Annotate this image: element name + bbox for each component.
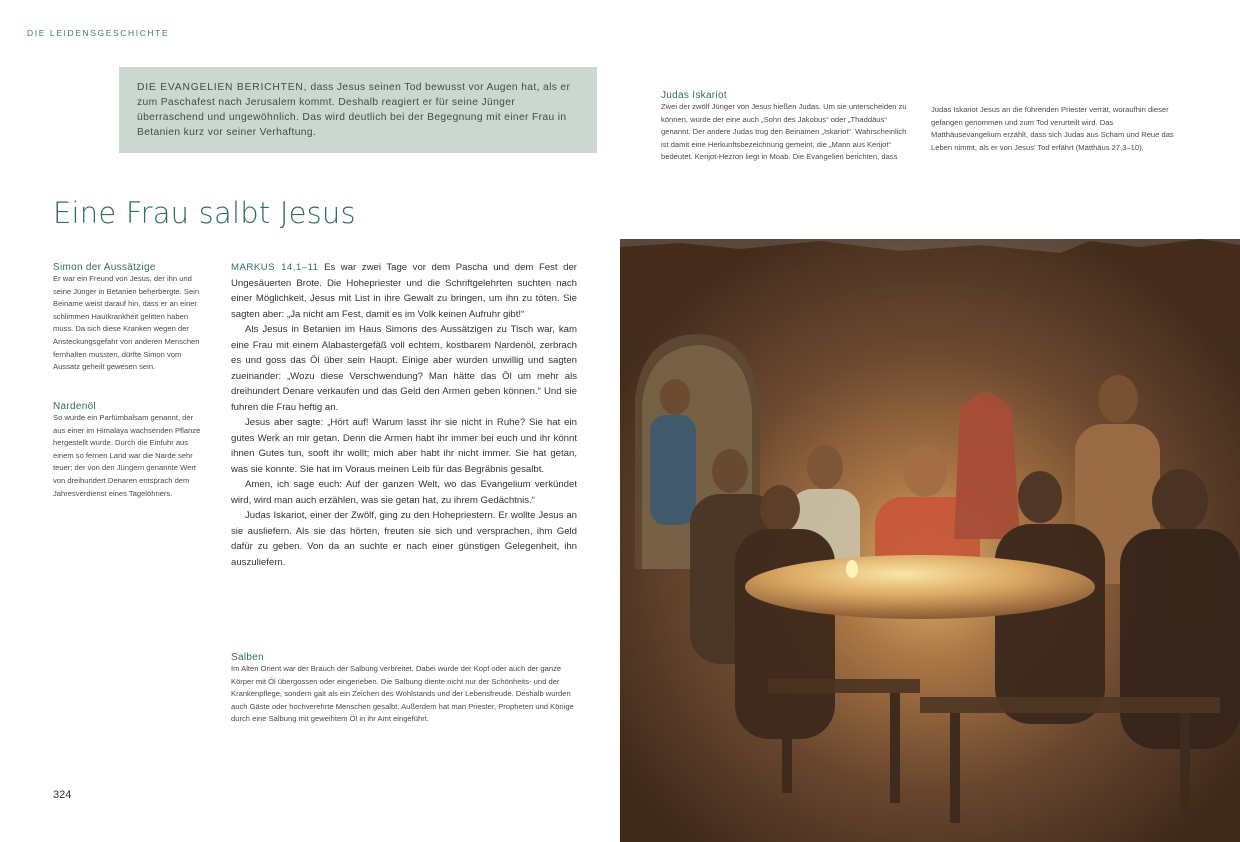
- judas-text-1: Zwei der zwölf Jünger von Jesus hießen Judas. Um sie unterscheiden zu können, wurde der eine auch „Sohn des Jakobus“ oder „Thaddäus“ genannt. Der andere Judas trug den Beinamen „Iskariot“. Wahrscheinlich ist damit eine Herkunftsbezeichnung gemeint, die „Mann aus Kerijot“ bedeutet. Kerijot-Hezron liegt in Moab. Die Evangelien berichten, dass: [661, 102, 907, 162]
- section-label: DIE LEIDENSGESCHICHTE: [27, 28, 170, 38]
- judas-sidebar-col-2: [931, 104, 1181, 154]
- bible-paragraph: Amen, ich sage euch: Auf der ganzen Welt, wo das Evangelium verkündet wird, wird man auch erzählen, was sie getan hat, zu ihrem Gedächtnis.“: [231, 479, 577, 506]
- simon-heading: Simon der Aussätzige: [53, 262, 156, 273]
- judas-text-2: Judas Iskariot Jesus an die führenden Priester verrät, woraufhin dieser gefangen genommen und zum Tod verurteilt wird. Das Matthäusevangelium erzählt, dass sich Judas aus Scham und Reue das Leben nimmt, als er von Jesus’ Tod erfährt (Matthäus 27,3–10).: [931, 105, 1174, 152]
- intro-text: dass Jesus seinen Tod bewusst vor Augen hat, als er zum Paschafest nach Jerusalem kommt. Deshalb reagiert er für seine Jünger überraschend und ungewöhnlich. Das wird deutlich bei der Begegnung mit einer Frau in Betanien kurz vor seiner Verhaftung.: [137, 82, 571, 138]
- bible-paragraph: Als Jesus in Betanien im Haus Simons des Aussätzigen zu Tisch war, kam eine Frau mit einem Alabastergefäß voll echtem, kostbarem Nardenöl, zerbrach es und goss das Öl über sein Haupt. Einige aber wurden unwillig und sagten zueinander: „Wozu diese Verschwendung? Man hätte das Öl um mehr als dreihundert Denare verkaufen und das Geld den Armen geben können.“ Und sie fuhren die Frau heftig an.: [231, 324, 577, 413]
- bible-paragraph-text: Es war zwei Tage vor dem Pascha und dem Fest der Ungesäuerten Brote. Die Hohepriester und die Schriftgelehrten suchten nach einer Möglichkeit, Jesus mit List in ihre Gewalt zu bringen, um ihn zu töten. Sie sagten aber: „Ja nicht am Fest, damit es im Volk keinen Aufruhr gibt!“: [231, 262, 577, 320]
- bible-text: [231, 260, 577, 570]
- salben-heading: Salben: [231, 652, 264, 663]
- bible-reference: MARKUS 14,1–11: [231, 262, 319, 273]
- intro-box: [119, 67, 597, 153]
- simon-text: Er war ein Freund von Jesus, der ihn und seine Jünger in Betanien beherbergte. Sein Beiname weist darauf hin, dass er an einer schlimmen Hautkrankheit gelitten haben muss. Da sich diese Kranken wegen der Ansteckungsgefahr von anderen Menschen fernhalten mussten, dürfte Simon vom Aussatz geheilt gewesen sein.: [53, 274, 200, 372]
- illustration-anointing-scene: [620, 239, 1240, 842]
- page-title: Eine Frau salbt Jesus: [53, 196, 356, 230]
- page-number: 324: [53, 789, 72, 801]
- simon-sidebar: [53, 262, 205, 374]
- narde-heading: Nardenöl: [53, 401, 96, 412]
- narde-text: So wurde ein Parfümbalsam genannt, der aus einer im Himalaya wachsenden Pflanze hergestellt wurde. Durch die Einfuhr aus einem so fernen Land war die Narde sehr teuer; der von den Jüngern genannte Wert von dreihundert Denaren entsprach dem Jahresverdienst eines Tagelöhners.: [53, 413, 201, 498]
- judas-sidebar-col-1: [661, 90, 911, 164]
- judas-heading: Judas Iskariot: [661, 90, 727, 101]
- bible-paragraph: [231, 260, 577, 322]
- bible-paragraph: Judas Iskariot, einer der Zwölf, ging zu den Hohepriestern. Er wollte Jesus an sie ausliefern. Als sie das hörten, freuten sie sich und versprachen, ihm Geld dafür zu geben. Von da an suchte er nach einer günstigen Gelegenheit, ihn auszuliefern.: [231, 510, 577, 568]
- intro-lead: DIE EVANGELIEN BERICHTEN,: [137, 82, 308, 93]
- salben-sidebar: [231, 652, 577, 726]
- bible-paragraph: Jesus aber sagte: „Hört auf! Warum lasst ihr sie nicht in Ruhe? Sie hat ein gutes Werk an mir getan. Denn die Armen habt ihr immer bei euch und ihr könnt ihnen Gutes tun, sooft ihr wollt; mich aber habt ihr nicht immer. Sie hat getan, was sie konnte. Sie hat im Voraus meinen Leib für das Begräbnis gesalbt.: [231, 417, 577, 475]
- narde-sidebar: [53, 401, 205, 500]
- salben-text: Im Alten Orient war der Brauch der Salbung verbreitet. Dabei wurde der Kopf oder auch der ganze Körper mit Öl übergossen oder eingerieben. Die Salbung diente nicht nur der Schönheits- und der Krankenpflege, sondern galt als ein Zeichen des Wohlstands und der Lebensfreude. Deshalb wurden auch Gäste oder hochverehrte Menschen gesalbt. Außerdem hat man Priester, Propheten und Könige durch eine Salbung mit geweihtem Öl in ihr Amt eingeführt.: [231, 664, 574, 724]
